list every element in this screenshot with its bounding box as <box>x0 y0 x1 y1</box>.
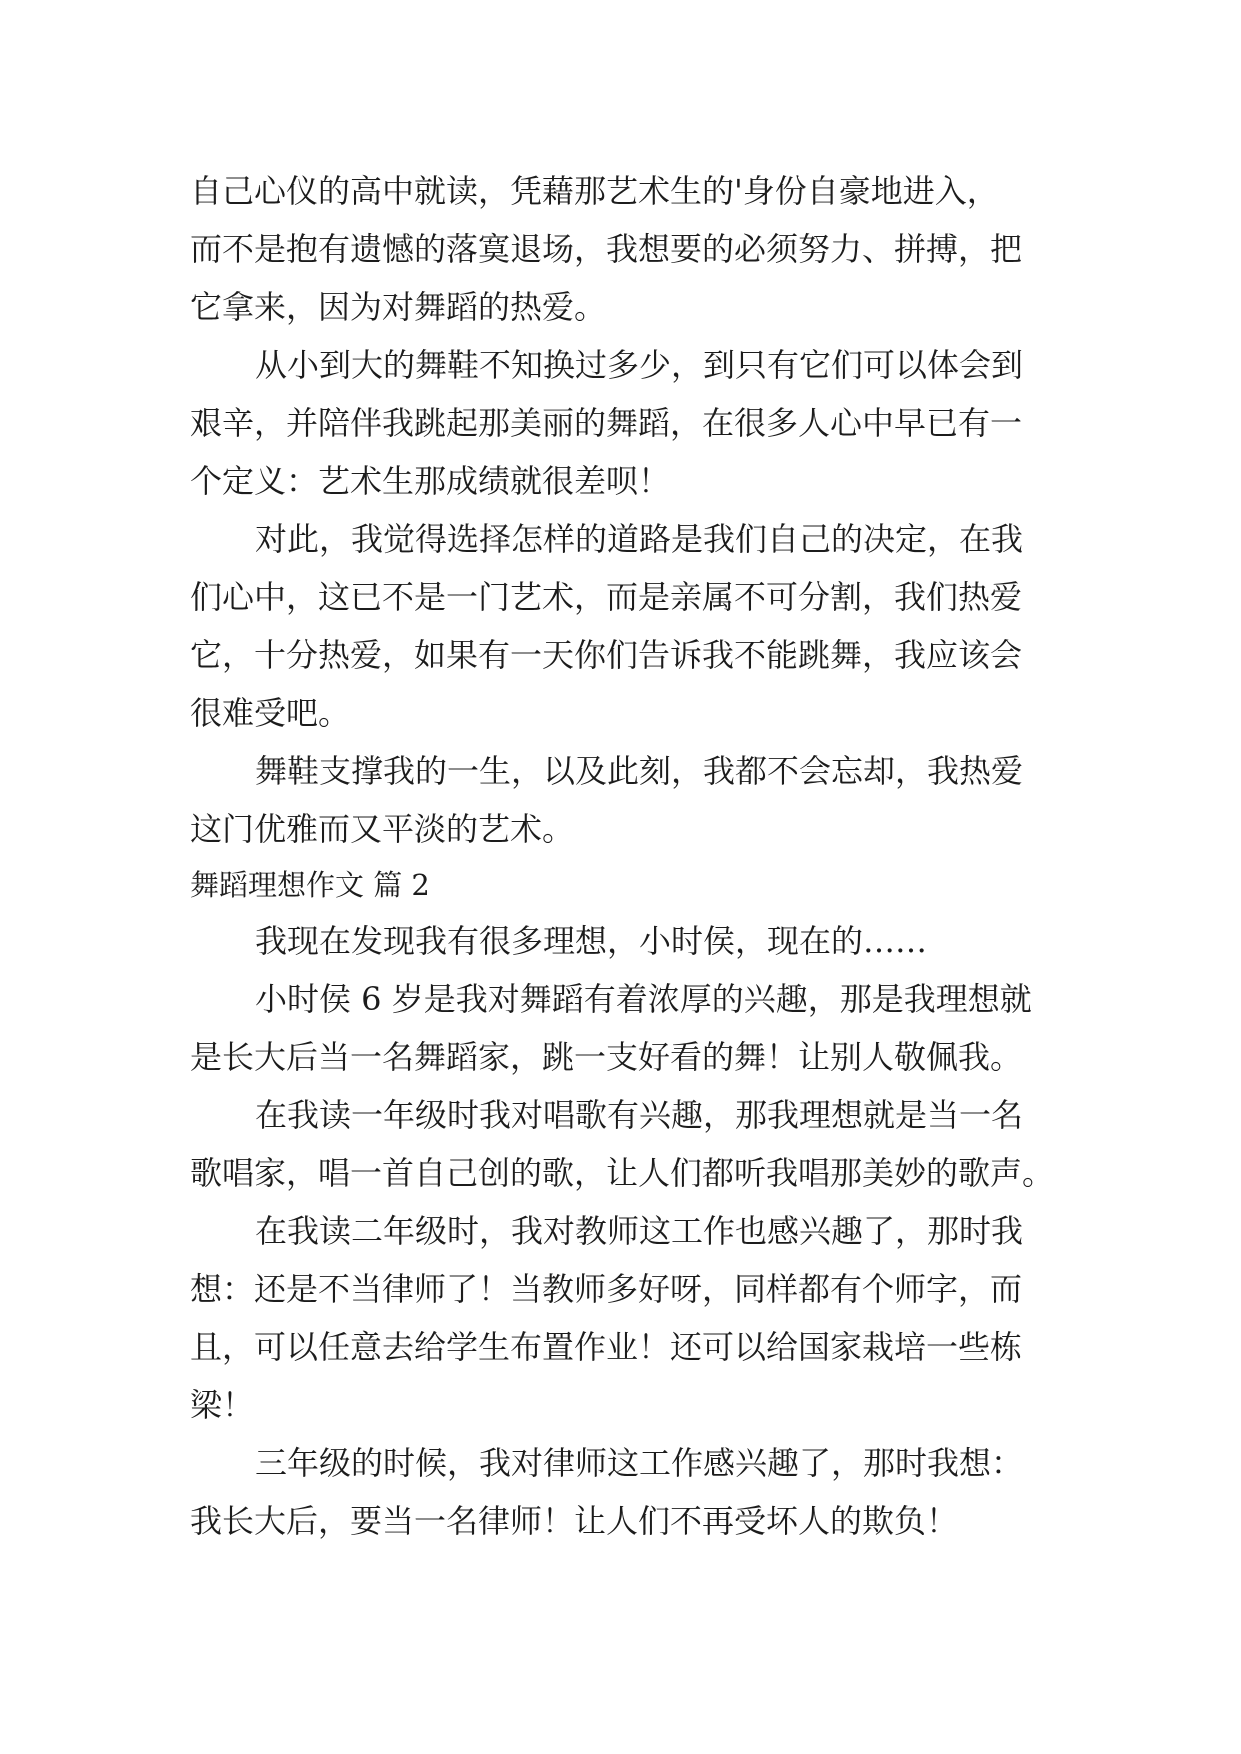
text-line: 个定义：艺术生那成绩就很差呗！ <box>190 462 671 500</box>
text-line: 歌唱家，唱一首自己创的歌，让人们都听我唱那美妙的歌声。 <box>190 1154 1055 1192</box>
text-line: 舞鞋支撑我的一生，以及此刻，我都不会忘却，我热爱 <box>255 752 1024 790</box>
text-line: 这门优雅而又平淡的艺术。 <box>190 810 575 848</box>
text-line: 三年级的时候，我对律师这工作感兴趣了，那时我想： <box>255 1444 1024 1482</box>
text-line: 是长大后当一名舞蹈家，跳一支好看的舞！让别人敬佩我。 <box>190 1038 1023 1076</box>
text-line: 想：还是不当律师了！当教师多好呀，同样都有个师字，而 <box>190 1270 1023 1308</box>
text-line: 从小到大的舞鞋不知换过多少，到只有它们可以体会到 <box>255 346 1024 384</box>
text-line: 在我读二年级时，我对教师这工作也感兴趣了，那时我 <box>255 1212 1024 1250</box>
text-line: 很难受吧。 <box>190 694 351 732</box>
text-line: 在我读一年级时我对唱歌有兴趣，那我理想就是当一名 <box>255 1096 1024 1134</box>
text-line: 它，十分热爱，如果有一天你们告诉我不能跳舞，我应该会 <box>190 636 1023 674</box>
text-line: 梁！ <box>190 1386 255 1424</box>
text-line: 它拿来，因为对舞蹈的热爱。 <box>190 288 607 326</box>
text-line: 艰辛，并陪伴我跳起那美丽的舞蹈，在很多人心中早已有一 <box>190 404 1023 442</box>
text-line: 自己心仪的高中就读，凭藉那艺术生的'身份自豪地进入， <box>190 172 999 210</box>
text-line: 我现在发现我有很多理想，小时侯，现在的…… <box>255 922 928 960</box>
text-line: 我长大后，要当一名律师！让人们不再受坏人的欺负！ <box>190 1502 959 1540</box>
text-line: 而不是抱有遗憾的落寞退场，我想要的必须努力、拼搏，把 <box>190 230 1023 268</box>
text-line: 且，可以任意去给学生布置作业！还可以给国家栽培一些栋 <box>190 1328 1023 1366</box>
section-heading: 舞蹈理想作文 篇 2 <box>190 868 430 902</box>
text-line: 们心中，这已不是一门艺术，而是亲属不可分割，我们热爱 <box>190 578 1023 616</box>
text-line: 对此，我觉得选择怎样的道路是我们自己的决定，在我 <box>255 520 1024 558</box>
text-line: 小时侯 6 岁是我对舞蹈有着浓厚的兴趣，那是我理想就 <box>255 980 1032 1018</box>
